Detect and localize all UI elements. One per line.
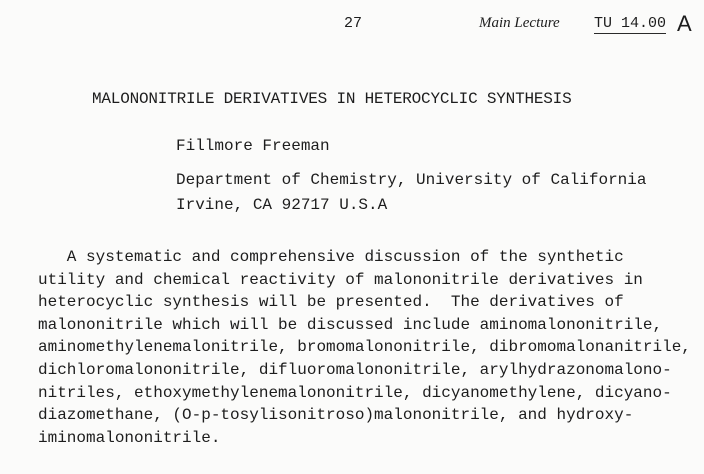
session-label: Main Lecture	[479, 15, 560, 31]
abstract-line: iminomalononitrile.	[38, 428, 221, 447]
session-letter: A	[677, 11, 692, 36]
abstract-line: malononitrile which will be discussed include aminomalononitrile,	[38, 315, 663, 334]
abstract-line: heterocyclic synthesis will be presented. The derivatives of	[38, 293, 624, 312]
paper-title: MALONONITRILE DERIVATIVES IN HETEROCYCLIC SYNTHESIS	[92, 90, 572, 108]
abstract-line: nitriles, ethoxymethylenemalononitrile, dicyanomethylene, dicyano-	[38, 383, 672, 402]
author-name: Fillmore Freeman	[176, 137, 330, 155]
abstract	[38, 246, 698, 449]
abstract-line: diazomethane, (O-p-tosylisonitroso)malononitrile, and hydroxy-	[38, 406, 634, 425]
abstract-line: utility and chemical reactivity of malononitrile derivatives in	[38, 270, 643, 289]
page-number: 27	[344, 15, 363, 32]
abstract-line: A systematic and comprehensive discussion of the synthetic	[38, 248, 624, 266]
affiliation-address: Irvine, CA 92717 U.S.A	[176, 196, 388, 214]
session-time: TU 14.00	[594, 15, 667, 32]
abstract-line: aminomethylenemalonitrile, bromomalononitrile, dibromomalonanitrile,	[38, 338, 691, 357]
abstract-line: dichloromalononitrile, difluoromalononitrile, arylhydrazonomalono-	[38, 360, 672, 379]
affiliation-department: Department of Chemistry, University of California	[176, 171, 647, 189]
